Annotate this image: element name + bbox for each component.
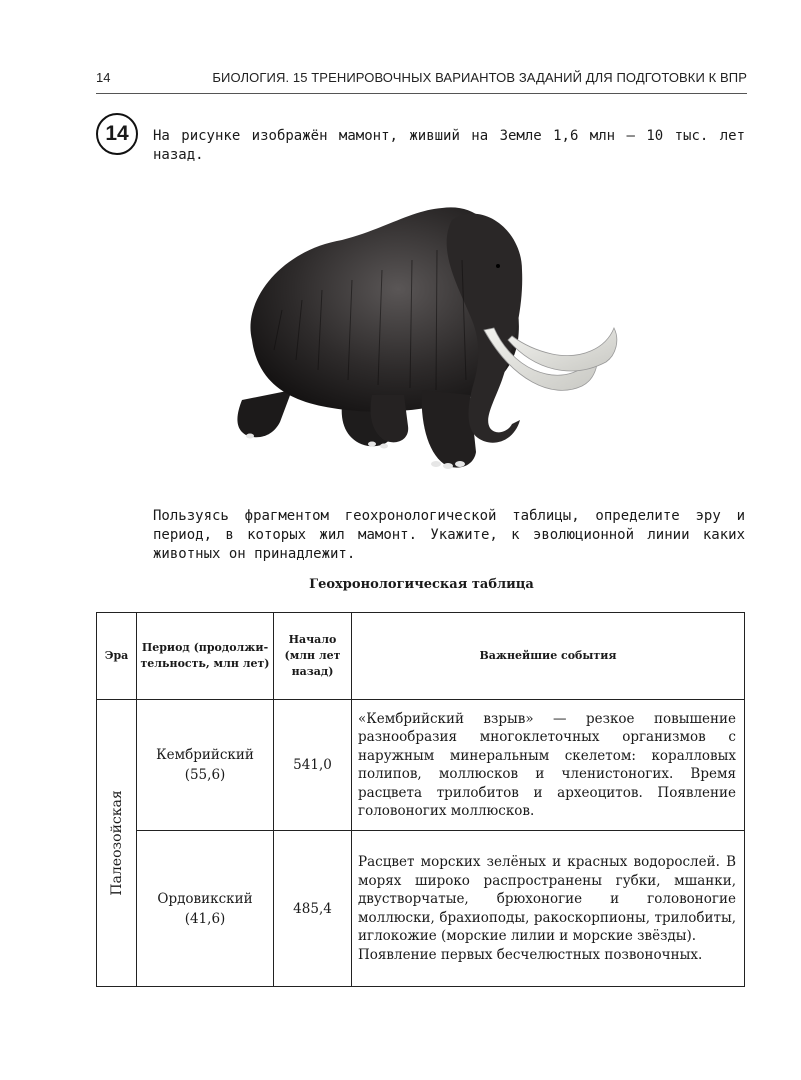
start-cell: 541,0 <box>274 700 352 831</box>
page-header <box>96 70 747 90</box>
mammoth-illustration <box>222 190 622 480</box>
period-name: Ордовикский <box>157 890 253 907</box>
period-duration: (55,6) <box>184 767 226 783</box>
period-cell <box>137 700 274 831</box>
task-number: 14 <box>105 122 129 145</box>
table-row <box>97 700 745 831</box>
period-name: Кембрийский <box>156 747 254 763</box>
header-events: Важнейшие события <box>352 613 745 700</box>
events-cell <box>352 700 745 831</box>
geochronological-table <box>96 612 745 987</box>
events-cell <box>352 831 745 987</box>
era-cell <box>97 700 137 987</box>
events-text: Расцвет морских зелёных и красных водорослей. В морях широко распространены губки, мшанки, двустворчатые, брюхоногие и головоногие моллюски, брахиоподы, ракоскорпионы, трилобиты, иглокожие (морские лилии и морские звёзды). <box>358 854 736 944</box>
period-cell <box>137 831 274 987</box>
task-intro: На рисунке изображён мамонт, живший на Земле 1,6 млн – 10 тыс. лет назад. <box>153 128 745 163</box>
header-start: Начало (млн лет назад) <box>274 613 352 700</box>
period-duration: (41,6) <box>184 910 226 927</box>
events-text: Появление первых бесчелюстных позвоночных. <box>358 946 703 963</box>
book-title: БИОЛОГИЯ. 15 ТРЕНИРОВОЧНЫХ ВАРИАНТОВ ЗАДАНИЙ ДЛЯ ПОДГОТОВКИ К ВПР <box>212 70 747 85</box>
events-text: «Кембрийский взрыв» — резкое повышение разнообразия многоклеточных организмов с наружным минеральным скелетом: коралловых полипов, моллюсков и членистоногих. Время расцвета трилобитов и археоцитов. Появление головоногих моллюсков. <box>358 710 736 819</box>
table-header-row <box>97 613 745 700</box>
start-cell: 485,4 <box>274 831 352 987</box>
header-era: Эра <box>97 613 137 700</box>
task-question: Пользуясь фрагментом геохронологической таблицы, определите эру и период, в которых жил мамонт. Укажите, к эволюционной линии каких животных он принадлежит. <box>153 508 745 562</box>
task-number-badge <box>96 113 138 155</box>
era-name: Палеозойская <box>108 790 125 896</box>
table-row <box>97 831 745 987</box>
header-divider <box>96 93 747 94</box>
header-period: Период (продолжи-тельность, млн лет) <box>137 613 274 700</box>
page-number: 14 <box>96 70 111 85</box>
table-title: Геохронологическая таблица <box>309 577 534 592</box>
